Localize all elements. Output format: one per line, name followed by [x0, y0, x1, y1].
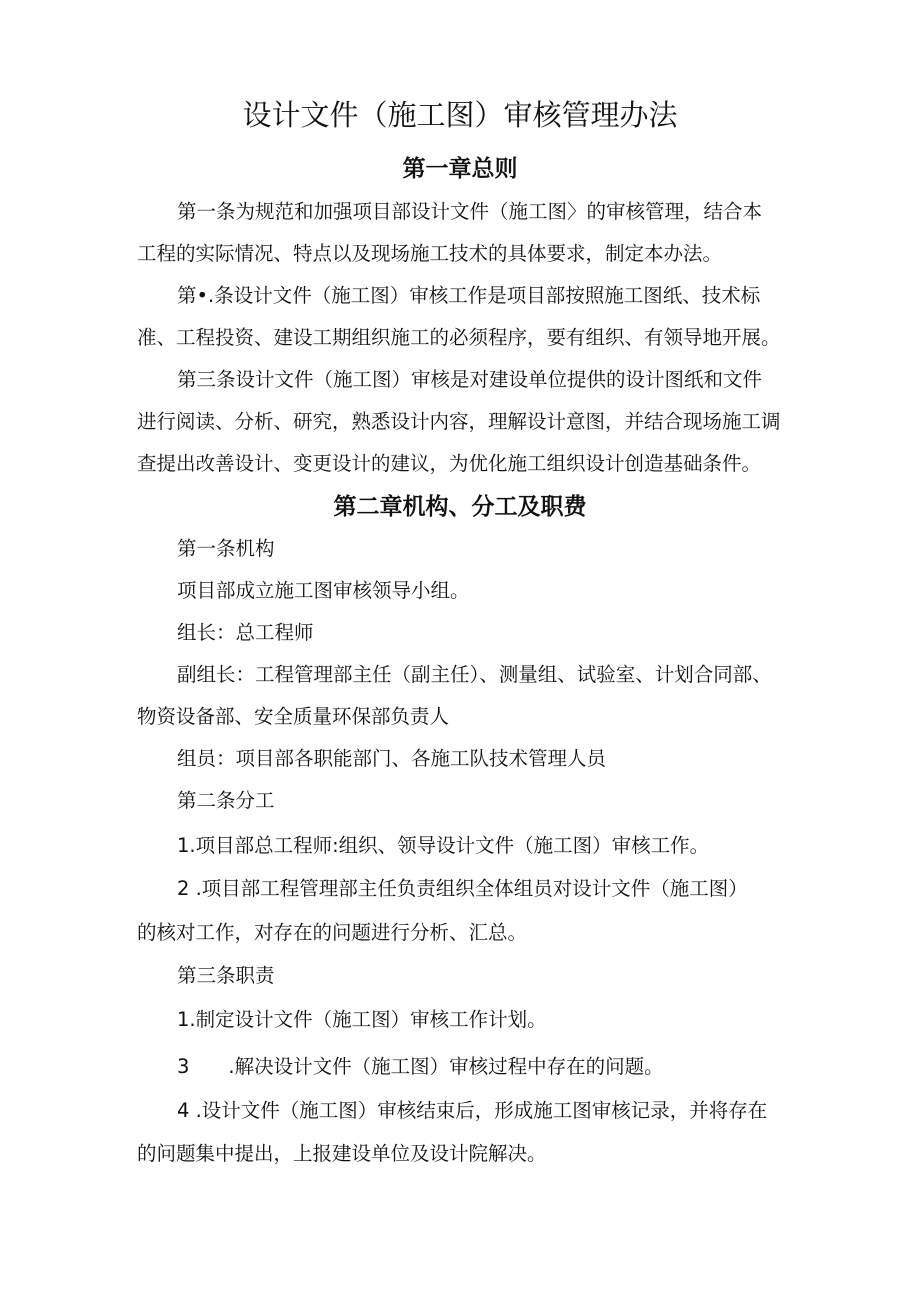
document-title: 设计文件（施工图）审核管理办法	[242, 98, 678, 132]
paragraph-line: 4 .设计文件（施工图）审核结束后，形成施工图审核记录，并将存在	[177, 1099, 768, 1122]
paragraph-line: 工程的实际情况、特点以及现场施工技术的具体要求，制定本办法。	[137, 242, 723, 265]
paragraph-line: 第一条机构	[177, 537, 275, 560]
paragraph-line: 进行阅读、分析、研究，熟悉设计内容，理解设计意图，并结合现场施工调	[137, 410, 781, 433]
chapter-heading-1: 第一章总则	[402, 156, 518, 182]
paragraph-line: 3 .解决设计文件（施工图）审核过程中存在的问题。	[177, 1055, 664, 1078]
paragraph-line: 第二条分工	[177, 789, 275, 812]
paragraph-line: 2 .项目部工程管理部主任负责组织全体组员对设计文件（施工图）	[177, 877, 748, 900]
paragraph-line: 第一条为规范和加强项目部设计文件（施工图〉的审核管理，结合本	[177, 200, 763, 223]
paragraph-line: 1.项目部总工程师:组织、领导设计文件（施工图）审核工作。	[177, 834, 710, 857]
paragraph-line: 物资设备部、安全质量环保部负责人	[137, 705, 450, 728]
paragraph-line: 查提出改善设计、变更设计的建议，为优化施工组织设计创造基础条件。	[137, 452, 762, 475]
paragraph-line: 副组长：工程管理部主任（副主任）、测量组、试验室、计划合同部、	[177, 663, 772, 686]
paragraph-line: 的问题集中提出，上报建设单位及设计院解决。	[137, 1142, 547, 1165]
chapter-heading-2: 第二章机构、分工及职费	[333, 494, 587, 520]
paragraph-line: 项目部成立施工图审核领导小组。	[177, 579, 470, 602]
paragraph-line: 第三条职责	[177, 964, 275, 987]
paragraph-line: 组员：项目部各职能部门、各施工队技术管理人员	[177, 747, 607, 770]
paragraph-line: 准、工程投资、建设工期组织施工的必须程序，要有组织、有领导地开展。	[137, 326, 781, 349]
paragraph-line: 组长：总工程师	[177, 621, 314, 644]
paragraph-line: 第•.条设计文件（施工图）审核工作是项目部按照施工图纸、技术标	[177, 284, 761, 307]
paragraph-line: 第三条设计文件（施工图）审核是对建设单位提供的设计图纸和文件	[177, 368, 763, 391]
paragraph-line: 1.制定设计文件（施工图）审核工作计划。	[177, 1008, 547, 1031]
paragraph-line: 的核对工作，对存在的问题进行分析、汇总。	[137, 921, 528, 944]
